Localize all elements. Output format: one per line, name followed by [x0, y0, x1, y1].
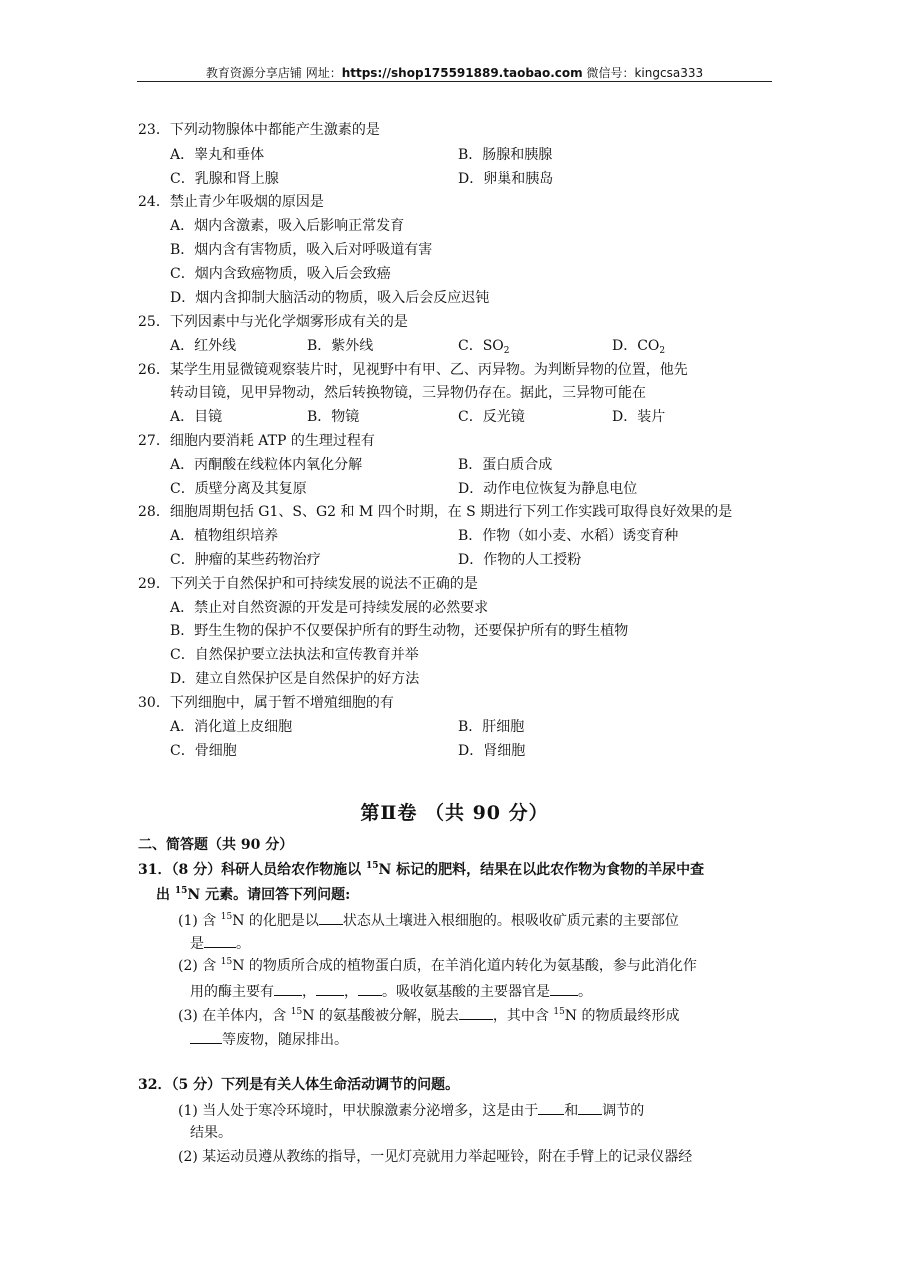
section-2-subtitle: 二、简答题（共 90 分） — [138, 837, 294, 853]
q24-option-c: C．烟内含致癌物质，吸入后会致癌 — [170, 266, 391, 282]
q23-option-d: D．卵巢和胰岛 — [458, 171, 554, 187]
q31-part2-cont: 用的酶主要有 ， ， 。吸收氨基酸的主要器官是 。 — [190, 981, 592, 1001]
question-24-stem: 24．禁止青少年吸烟的原因是 — [138, 194, 324, 210]
q30-option-c: C．骨细胞 — [170, 743, 237, 759]
q26-option-a: A．目镜 — [170, 409, 223, 425]
q24-option-b: B．烟内含有害物质，吸入后对呼吸道有害 — [170, 242, 433, 258]
section-2-title: 第Ⅱ卷 （共 90 分） — [360, 802, 549, 824]
q30-option-b: B．肝细胞 — [458, 719, 525, 735]
question-32-head: 32．（5 分）下列是有关人体生命活动调节的问题。 — [138, 1077, 460, 1093]
question-25-stem: 25．下列因素中与光化学烟雾形成有关的是 — [138, 314, 408, 330]
q27-option-d: D．动作电位恢复为静息电位 — [458, 481, 638, 497]
question-27-stem: 27．细胞内要消耗 ATP 的生理过程有 — [138, 433, 375, 449]
q25-option-a: A．红外线 — [170, 338, 237, 354]
page-header — [137, 64, 772, 81]
answer-blank[interactable] — [459, 1005, 493, 1020]
answer-blank[interactable] — [550, 981, 578, 996]
q31-part2: (2) 含 $^{15}$N 的物质所合成的植物蛋白质，在羊消化道内转化为氨基酸，参与此消化作 — [178, 957, 697, 974]
q28-option-b: B．作物（如小麦、水稻）诱变育种 — [458, 528, 679, 544]
q32-part1-cont: 结果。 — [190, 1125, 232, 1141]
header-divider — [137, 81, 772, 82]
answer-blank[interactable] — [578, 1100, 602, 1115]
q23-option-b: B．肠腺和胰腺 — [458, 147, 553, 163]
answer-blank[interactable] — [204, 933, 236, 948]
q32-part1: (1) 当人处于寒冷环境时，甲状腺激素分泌增多，这是由于 和 调节的 — [178, 1100, 644, 1120]
q26-option-d: D．装片 — [612, 409, 666, 425]
q27-option-c: C．质壁分离及其复原 — [170, 481, 307, 497]
q24-option-d: D．烟内含抑制大脑活动的物质，吸入后会反应迟钝 — [170, 290, 490, 306]
answer-blank[interactable] — [190, 1029, 222, 1044]
answer-blank[interactable] — [358, 981, 382, 996]
q29-option-a: A．禁止对自然资源的开发是可持续发展的必然要求 — [170, 600, 489, 616]
q28-option-a: A．植物组织培养 — [170, 528, 279, 544]
q27-option-b: B．蛋白质合成 — [458, 457, 553, 473]
q25-option-b: B．紫外线 — [307, 338, 374, 354]
question-31-head-line2: 出 $^{15}$N 元素。请回答下列问题: — [156, 886, 351, 903]
q26-option-b: B．物镜 — [307, 409, 360, 425]
q28-option-d: D．作物的人工授粉 — [458, 552, 582, 568]
q29-option-b: B．野生生物的保护不仅要保护所有的野生动物，还要保护所有的野生植物 — [170, 623, 629, 639]
q31-part3-cont: 等废物，随尿排出。 — [190, 1029, 348, 1049]
q31-part1: (1) 含 $^{15}$N 的化肥是以 状态从土壤进入根细胞的。根吸收矿质元素的主要部位 — [178, 912, 679, 929]
question-29-stem: 29．下列关于自然保护和可持续发展的说法不正确的是 — [138, 576, 478, 592]
q27-option-a: A．丙酮酸在线粒体内氧化分解 — [170, 457, 363, 473]
q26-option-c: C．反光镜 — [458, 409, 525, 425]
q23-option-c: C．乳腺和肾上腺 — [170, 171, 279, 187]
answer-blank[interactable] — [316, 981, 344, 996]
header-url[interactable]: https://shop175591889.taobao.com — [341, 66, 583, 80]
q31-part3: (3) 在羊体内，含 $^{15}$N 的氨基酸被分解，脱去 ，其中含 $^{15}$N 的物质最终形成 — [178, 1007, 680, 1024]
header-prefix: 教育资源分享店铺 网址： — [205, 66, 342, 80]
question-30-stem: 30．下列细胞中，属于暂不增殖细胞的有 — [138, 695, 394, 711]
q25-option-d: D．$CO_2$ — [612, 338, 666, 356]
q30-option-d: D．肾细胞 — [458, 743, 526, 759]
header-suffix: 微信号：kingcsa333 — [582, 66, 704, 80]
answer-blank[interactable] — [274, 981, 302, 996]
answer-blank[interactable] — [538, 1100, 564, 1115]
q30-option-a: A．消化道上皮细胞 — [170, 719, 293, 735]
question-28-stem: 28．细胞周期包括 G1、S、G2 和 M 四个时期，在 S 期进行下列工作实践可取得良好效果的是 — [138, 504, 733, 520]
question-26-stem-cont: 转动目镜，见甲异物动，然后转换物镜，三异物仍存在。据此，三异物可能在 — [170, 385, 646, 401]
q29-option-c: C．自然保护要立法执法和宣传教育并举 — [170, 647, 419, 663]
q28-option-c: C．肿瘤的某些药物治疗 — [170, 552, 321, 568]
question-23-stem: 23．下列动物腺体中都能产生激素的是 — [138, 122, 380, 138]
answer-blank[interactable] — [319, 910, 343, 925]
q32-part2: (2) 某运动员遵从教练的指导，一见灯亮就用力举起哑铃，附在手臂上的记录仪器经 — [178, 1149, 693, 1165]
q31-part1-cont: 是 。 — [190, 933, 250, 953]
q29-option-d: D．建立自然保护区是自然保护的好方法 — [170, 671, 420, 687]
question-31-head-line1: 31．（8 分）科研人员给农作物施以 $^{15}$N 标记的肥料，结果在以此农作物为食物的羊尿中查 — [138, 861, 705, 878]
q23-option-a: A．睾丸和垂体 — [170, 147, 265, 163]
q25-option-c: C．$SO_2$ — [458, 338, 510, 356]
q24-option-a: A．烟内含激素，吸入后影响正常发育 — [170, 218, 405, 234]
question-26-stem: 26．某学生用显微镜观察装片时，见视野中有甲、乙、丙异物。为判断异物的位置，他先 — [138, 362, 688, 378]
